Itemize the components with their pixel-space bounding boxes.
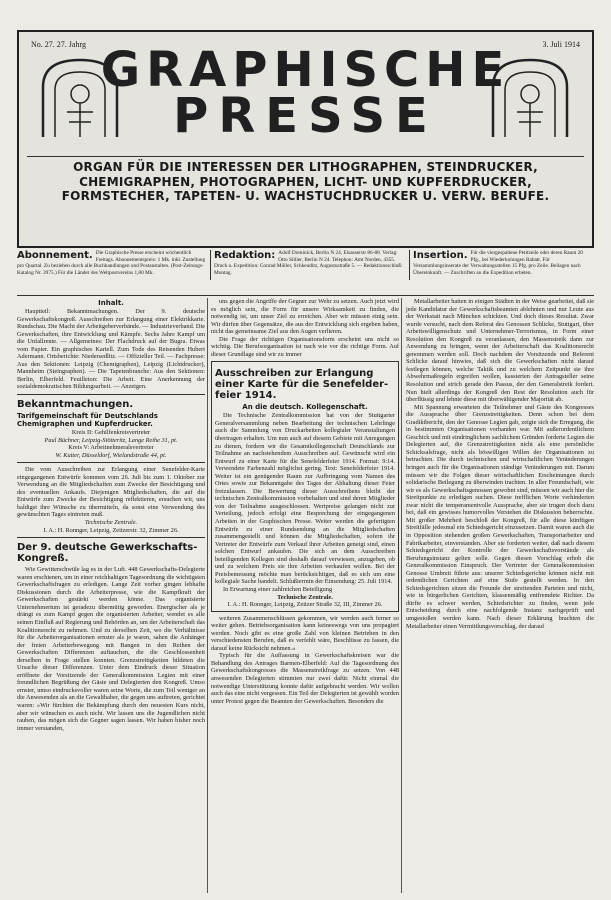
header-rule	[17, 295, 594, 296]
kreis5-heading: Kreis V: Arbeitnehmeralsvertreter	[68, 444, 154, 452]
subtitle-line: ORGAN FÜR DIE INTERESSEN DER LITHOGRAPHEN, STEINDRUCKER,	[73, 160, 538, 174]
insertion-info	[413, 250, 594, 276]
redaktion-text: Adolf Dominick, Berlin N 24, Elsasserstr 86-88. Verlag: Otto Sillier, Berlin N 24. Telephon: Amt Norden, 4355. Druck u. Expedition: Conrad Müller, Schkeuditz, Augustustraße 5. — Redaktionsschluß: Montag.	[214, 250, 403, 276]
masthead-rule	[27, 156, 584, 157]
column-2	[211, 298, 399, 705]
notice-signature: Technische Zentrale.	[84, 519, 138, 527]
masthead	[17, 30, 594, 248]
issue-number: No. 27. 27. Jahrg	[31, 40, 86, 49]
abonnement-text: Die Graphische Presse erscheint wöchentlich Freitags. Abonnementspreis: 1 Mk. inkl. Zustellung pro Quartal. Zu beziehen durch alle Buchhandlungen und Postanstalten. (Post-Zeitungs-Katalog Nr. 3975.) Für die Länder des Weltpostvereins 1,80 Mk.	[17, 250, 206, 276]
column-rule	[207, 298, 208, 893]
subtitle-line: FORMSTECHER, TAPETEN- U. WACHSTUCHDRUCKER U. VERW. BERUFE.	[61, 189, 550, 203]
section-separator	[17, 537, 205, 538]
section-separator	[17, 394, 205, 395]
column-rule	[401, 298, 402, 893]
masthead-subtitle	[27, 160, 584, 204]
ausschreiben-signature: Technische Zentrale.	[277, 593, 333, 601]
ausschreiben-heading: Ausschreiben zur Erlangung einer Karte für die Senefelder-feier 1914.	[215, 368, 389, 402]
kreis2-heading: Kreis II: Gehilfenkreisvertreter	[71, 429, 151, 437]
ausschreiben-text: Die Technische Zentralkommission hat von der Stuttgarter Generalversammlung neben Bearbeitung der technischen Lehrlinge auch die Sammlung von Druckarbeiten kollegialer Veranstaltungen übertragen erhalten. Um nun auch auf diesem Gebiete mit Anregungen zu dienen, fordern wir die Gesamtkollegenschaft Deutschlands zur Teilnahme an nachstehendem Ausschreiben auf. Gewünscht wird ein Entwurf zu einer Karte für die Senefelderfeier 1914. Format: 9:14. Verwendete Farbenzahl möglichst gering. Text: Senefelderfeier 1914. Weiter ist ein genügender Raum zur Aufbringung vom Namen des Ortes sowie zur Bekanntgabe des Tages der Abhaltung dieser Feier freizulassen. Die Bewertung dieser Ausschreibens bleibt der technischen Zentralkommission vorbehalten und sind deren Mitglieder von der Teilnahme ausgeschlossen. Wertpreise gelangen nicht zur Verteilung, jedoch erfolgt eine Besprechung der eingegangenen Arbeiten in der Graphischen Presse. Weiter werden die gefertigten Entwürfe zu einer Rundsendung an die Mitgliedschaften zusammengestellt und können die Mitgliedschaften, sofern ihr Vertreter der Entwürfe zum Verkauf ihrer Arbeiten geneigt sind, einen solchen Entwurf ankaufen. Die sich an dem Ausschreiben beteiligenden Kollegen sind deshalb darauf verwiesen, anzugeben, ob und zu welchem Preis sie ihre Arbeiten verkaufen wollen. Bei der Preisbemessung möchte man berücksichtigen, daß es sich um eine kollegiale Sache handelt. Schlußtermin der Einsendung: 25. Juli 1914.	[215, 412, 395, 586]
issue-date: 3. Juli 1914	[542, 40, 580, 49]
column-3-text: Metallarbeiter hatten in einigen Städten in der Weise gearbeitet, daß sie jede Kandidatur der Gewerkschaftsbeamten ablehnten und nur Leute aus der Werkstatt nach München schickten. Und doch dieses Resultat. Zwar wurde versucht, nach dem Referat des Genossen Schlicke, Stuttgart, über Arbeitswilligenschutz und Unternehmer-Terrorismus, in Form einer Resolution den Kongreß zu veranlassen, den Massenstreik dann zur Anwendung zu bringen, wenn der Arbeiterschaft das Koalitionsrecht genommen werden soll. Doch nachdem der Vorsitzende und Referent Schlicke darauf hinwies, daß sich die Gewerkschaften nicht darauf festlegen können, welche Taktik und zu welchem Zeitpunkt sie ihre Abwehrmaßregeln ergreifen wollen, kassierten der Antragsteller seine Resolution und strich gerade den Passus, der den Generalstreik fordert. Nun hielt allerdings der Kongreß den Rest der Resolution auch für überflüssig und lehnte diese mit überwältigender Majorität ab.	[406, 298, 594, 404]
inhalt-heading: Inhalt.	[98, 299, 124, 307]
bekanntmachungen-heading: Bekanntmachungen.	[17, 399, 134, 411]
insertion-text: Für die viergespaltene Petitzeile oder deren Raum 20 Pfg., bei Wiederholungen Rabatt. Für Versammlungsinserate der Verwaltungsstellen 15 Pfg. pro Zeile. Beilagen nach Übereinkunft. — Zuschriften an die Expedition erbeten.	[413, 250, 583, 276]
kreis5-text: W. Kutter, Düsseldorf, Wielandstraße 44, pt.	[55, 451, 167, 459]
tarif-heading: Tarifgemeinschaft für Deutschlands Chemigraphen und Kupferdrucker.	[17, 412, 158, 429]
insertion-heading: Insertion.	[413, 250, 468, 261]
inhalt-text: Hauptteil: Bekanntmachungen. Der 9. deutsche Gewerkschaftskongreß. Ausschreiben zur Erlangung einer Elektrikkarte. Rundschau. Die Macht der Arbeitgeberverbände. — Industrieverband. Die Gewerkschaften, ihre Entwicklung und Kämpfe. Sechs Jahre Kampf um die Unfallrente. — Allgemeines: Der Flachdruck auf der Bugra. Etwas vom Papier. Ein graphisches Kartell. Zum Tode des Reisenden Hubert Adermann. Ortsberichte: Niedersedlitz. — Offizieller Teil. — Fachpresse: Aus den Sektionen: Leipzig (Chemigraphen), Leipzig (Lichtdrucker), Mannheim (Steingraphen). — Die Tapetenbranche: Aus den Sektionen: Berlin, Elberfeld. Feuilleton: Die Arbeit. Eine Anerkennung der sozialdemokratischen Bildungsarbeit. — Anzeigen.	[17, 308, 205, 391]
kongress-text: Wie Gewitterschwüle lag es in der Luft. 448 Gewerkschafts-Delegierte waren erschienen, um in einer reichhaltigen Tagesordnung die wichtigsten Gewerkschaftsfragen zu erledigen. Lange Zeit vorher gingen lebhafte Diskussionen durch die Arbeiterpresse, wie die Kampfkraft der Gewerkschaften gestärkt werden könne. Das organisierte Unternehmertum ist geradezu übermütig geworden. Energischer als je drängt es zum Kampf gegen die organisierten Arbeiter, wendet es alle seinen Einfluß auf Regierung und Behörden an, um der Arbeiterschaft das Koalitionsrecht zu nehmen. Und zu derselben Zeit, wo die Verhältnisse für die Arbeiterorganisationen ernster als je waren, sahen die Anhänger der freien Arbeiterbewegung mit Bangen in den Reihen der Gewerkschaften Differenzen auftauchen, die die Geschlossenheit derselben in Frage stellen konnten. Grenzstreitigkeiten bildeten die Ursache dieser Differenzen. Unter dem Eindruck dieser Situation eröffnete der Vorsitzende der Generalkommission Legien mit einer freundlichen Begrüßung der Gäste und Delegierten den Kongreß. Umso ernster, umso eindrucksvoller waren seine Worte, die zum Teil weniger an die Anwesenden als an die Gewalthaber, die gegen uns auftreten, gerichtet waren: »Wir fürchten die Bekämpfung durch den neuesten Kurs nicht, aber wir wünschen es auch nicht. Wir lassen uns die Jugendlichen nicht rauben, das mögen sich die Gegner sagen lassen. Wir haben bisher noch immer verstanden,	[17, 566, 205, 732]
ausschreiben-signature-2: I. A.: H. Ronnger, Leipzig, Zeitzer Straße 32, III, Zimmer 26.	[227, 601, 383, 609]
column-2-text-2: Die Frage der richtigen Organisationsform erscheint uns nicht so wichtig. Die Berufsorganisation ist nach wie vor die richtige Form. Auf dieser Grundlage sind wir zu immer	[211, 335, 399, 358]
column-1	[17, 298, 205, 732]
kreis2-text: Paul Büchner, Leipzig-Stötteritz, Lange Reihe 31, pt.	[44, 436, 178, 444]
redaktion-heading: Redaktion:	[214, 250, 276, 261]
subtitle-line: CHEMIGRAPHEN, PHOTOGRAPHEN, LICHT- UND KUPFERDRUCKER,	[79, 174, 532, 189]
notice-text: Die vom Ausschreiben zur Erlangung einer Senefelder-Karte eingegangenen Entwürfe kommen vom 26. Juli bis zum 1. Oktober zur Verwendung an die Mitgliedschaften zum Zwecke der Besichtigung und des eventuellen Ankaufs. Diejenigen Mitgliedschaften, die auf die Entwürfe zum Zwecke der Besichtigung reflektieren, ersuchen wir, uns baldigst ihre Wünsche zu übermitteln, da sonst eine Verwendung des gewünschten Tages eintreten muß.	[17, 466, 205, 519]
abonnement-heading: Abonnement.	[17, 250, 93, 261]
abonnement-info	[17, 250, 207, 276]
column-2-bottom-text-2: Typisch für die Auffassung in Gewerkschaftskreisen war die Behandlung des Antrages Barmen-Elberfeld: Auf die Tagesordnung des Gewerkschaftskongresses die Massenstreikfrage zu setzen. Von 448 anwesenden Delegierten stimmten nur zwei dafür. Nicht einmal die notwendige Unterstützung konnte dafür aufgebracht werden. Wir wollen auch das eine nicht vergessen. Ein Teil der Delegierten ist gewählt worden unter Protest gegen die Beamten der Gewerkschaften. Besonders die	[211, 652, 399, 705]
column-2-text: uns gegen die Angriffe der Gegner zur Wehr zu setzen. Auch jetzt wird es möglich sein, die Form für unsere Wirksamkeit zu finden, die notwendig ist, um unser Ziel zu erreichen. Aber wir müssen einig sein. Wir dürfen über Gegensätze, die aus der Entwicklung sich ergeben haben, nicht das gemeinsame Ziel aus den Augen verlieren.	[211, 298, 399, 336]
column-3	[406, 298, 594, 630]
info-divider	[210, 250, 211, 280]
info-divider	[409, 250, 410, 280]
notice-signature-2: I. A.: H. Ronnger, Leipzig, Zeitzerstr. 32, Zimmer 26.	[43, 526, 179, 534]
column-2-bottom-text: weiteren Zusammenschlüssen gekommen, wir werden auch ferner so weiter gehen. Betriebsorganisation kann keineswegs von uns propagiert werden. Noch gibt es eine große Zahl von kleinen Betrieben in den verschiedensten Berufen, daß es verfehlt wäre, Beschlüsse zu fassen, die darauf keine Rücksicht nehmen.«	[211, 614, 399, 652]
section-separator	[17, 462, 205, 463]
masthead-title-line2: PRESSE	[173, 88, 438, 144]
ausschreiben-box	[211, 361, 399, 611]
column-3-text-2: Mit Spannung erwarteten die Teilnehmer und Gäste des Kongresses die Aussprache über Grenzstreitigkeiten. Denn schon bei dem Gradiktbericht, den der Genosse Legien gab, zeigte sich die Erregung, die in bestimmten Organisationen vorhanden war. Mit außerordentlichem Geschick und mit eindringlichem sachlichem Gründen forderte Legien die Delegierten auf, die Grenzstreitigkeiten nicht als eine persönliche Schicksalsfrage, nicht als böswilligen Willen der Organisationen zu betrachten. Die durch technischen und wirtschaftlichen Veränderungen bringen auch für die Organisationen ständige Veränderungen mit. Darum müssen wir die Folgen dieser wirtschaftlichen Erscheinungen durch solidarische Beilegung zu überwinden trachten. In aller Freundschaft, wie wir es als Gewerkschaftsgenossen gewohnt sind, müssen wir auch hier die Streitpunkte zu erledigen suchen. Diese trefflichen Worte verhinderten zwar nicht die temperamentvolle Aussprache, aber sie trugen doch dazu bei, daß ein gewisses humorvolles Verstehen die Diskussion beherrschte. Mit großer Mehrheit beschloß der Kongreß, für alle diese künftigen Streitfälle jedesmal ein Schiedsgericht einzusetzen. Damit waren auch die in Opposition stehenden großen Gewerkschaften, Transportarbeiter und Fabrikarbeiter, einverstanden. Aber sie forderten weiter, daß nach diesem Schiedsgericht der Kontrolle der Gewerkschaftsvorstände als Berufungsinstanz gelten solle. Gegen diesen Vorschlag erhob die Generalkommission Einspruch. Der Vertreter der Generalkommission Genosse Umbreit führte aus: unserer Schiedsgerichte können nicht mit ordentlichen Gerichten auf eine Stufe gestellt werden. In den Schiedsgerichten sitzen die Freunde der streitenden Parteien und nicht, wie in bürgerlichen Gerichten, klassenmäßig entfremdete Richter. Da dürfte es schwer werden, Schiedsrichter zu finden, wenn jede Entscheidung durch eine nachfolgende Instanz nachgeprüft und umgestoßen werden kann. Nach dieser Erklärung brachten die Metallarbeiter einen Vermittlungsvorschlag, der darauf	[406, 403, 594, 630]
kongress-heading: Der 9. deutsche Gewerkschafts-Kongreß.	[17, 542, 198, 565]
ausschreiben-subheading: An die deutsch. Kollegenschaft.	[242, 403, 368, 412]
info-row	[17, 250, 594, 294]
masthead-title-line1: GRAPHISCHE	[100, 42, 511, 98]
redaktion-info	[214, 250, 406, 276]
ausschreiben-text-2: In Erwartung einer zahlreichen Beteiligung	[223, 585, 333, 593]
